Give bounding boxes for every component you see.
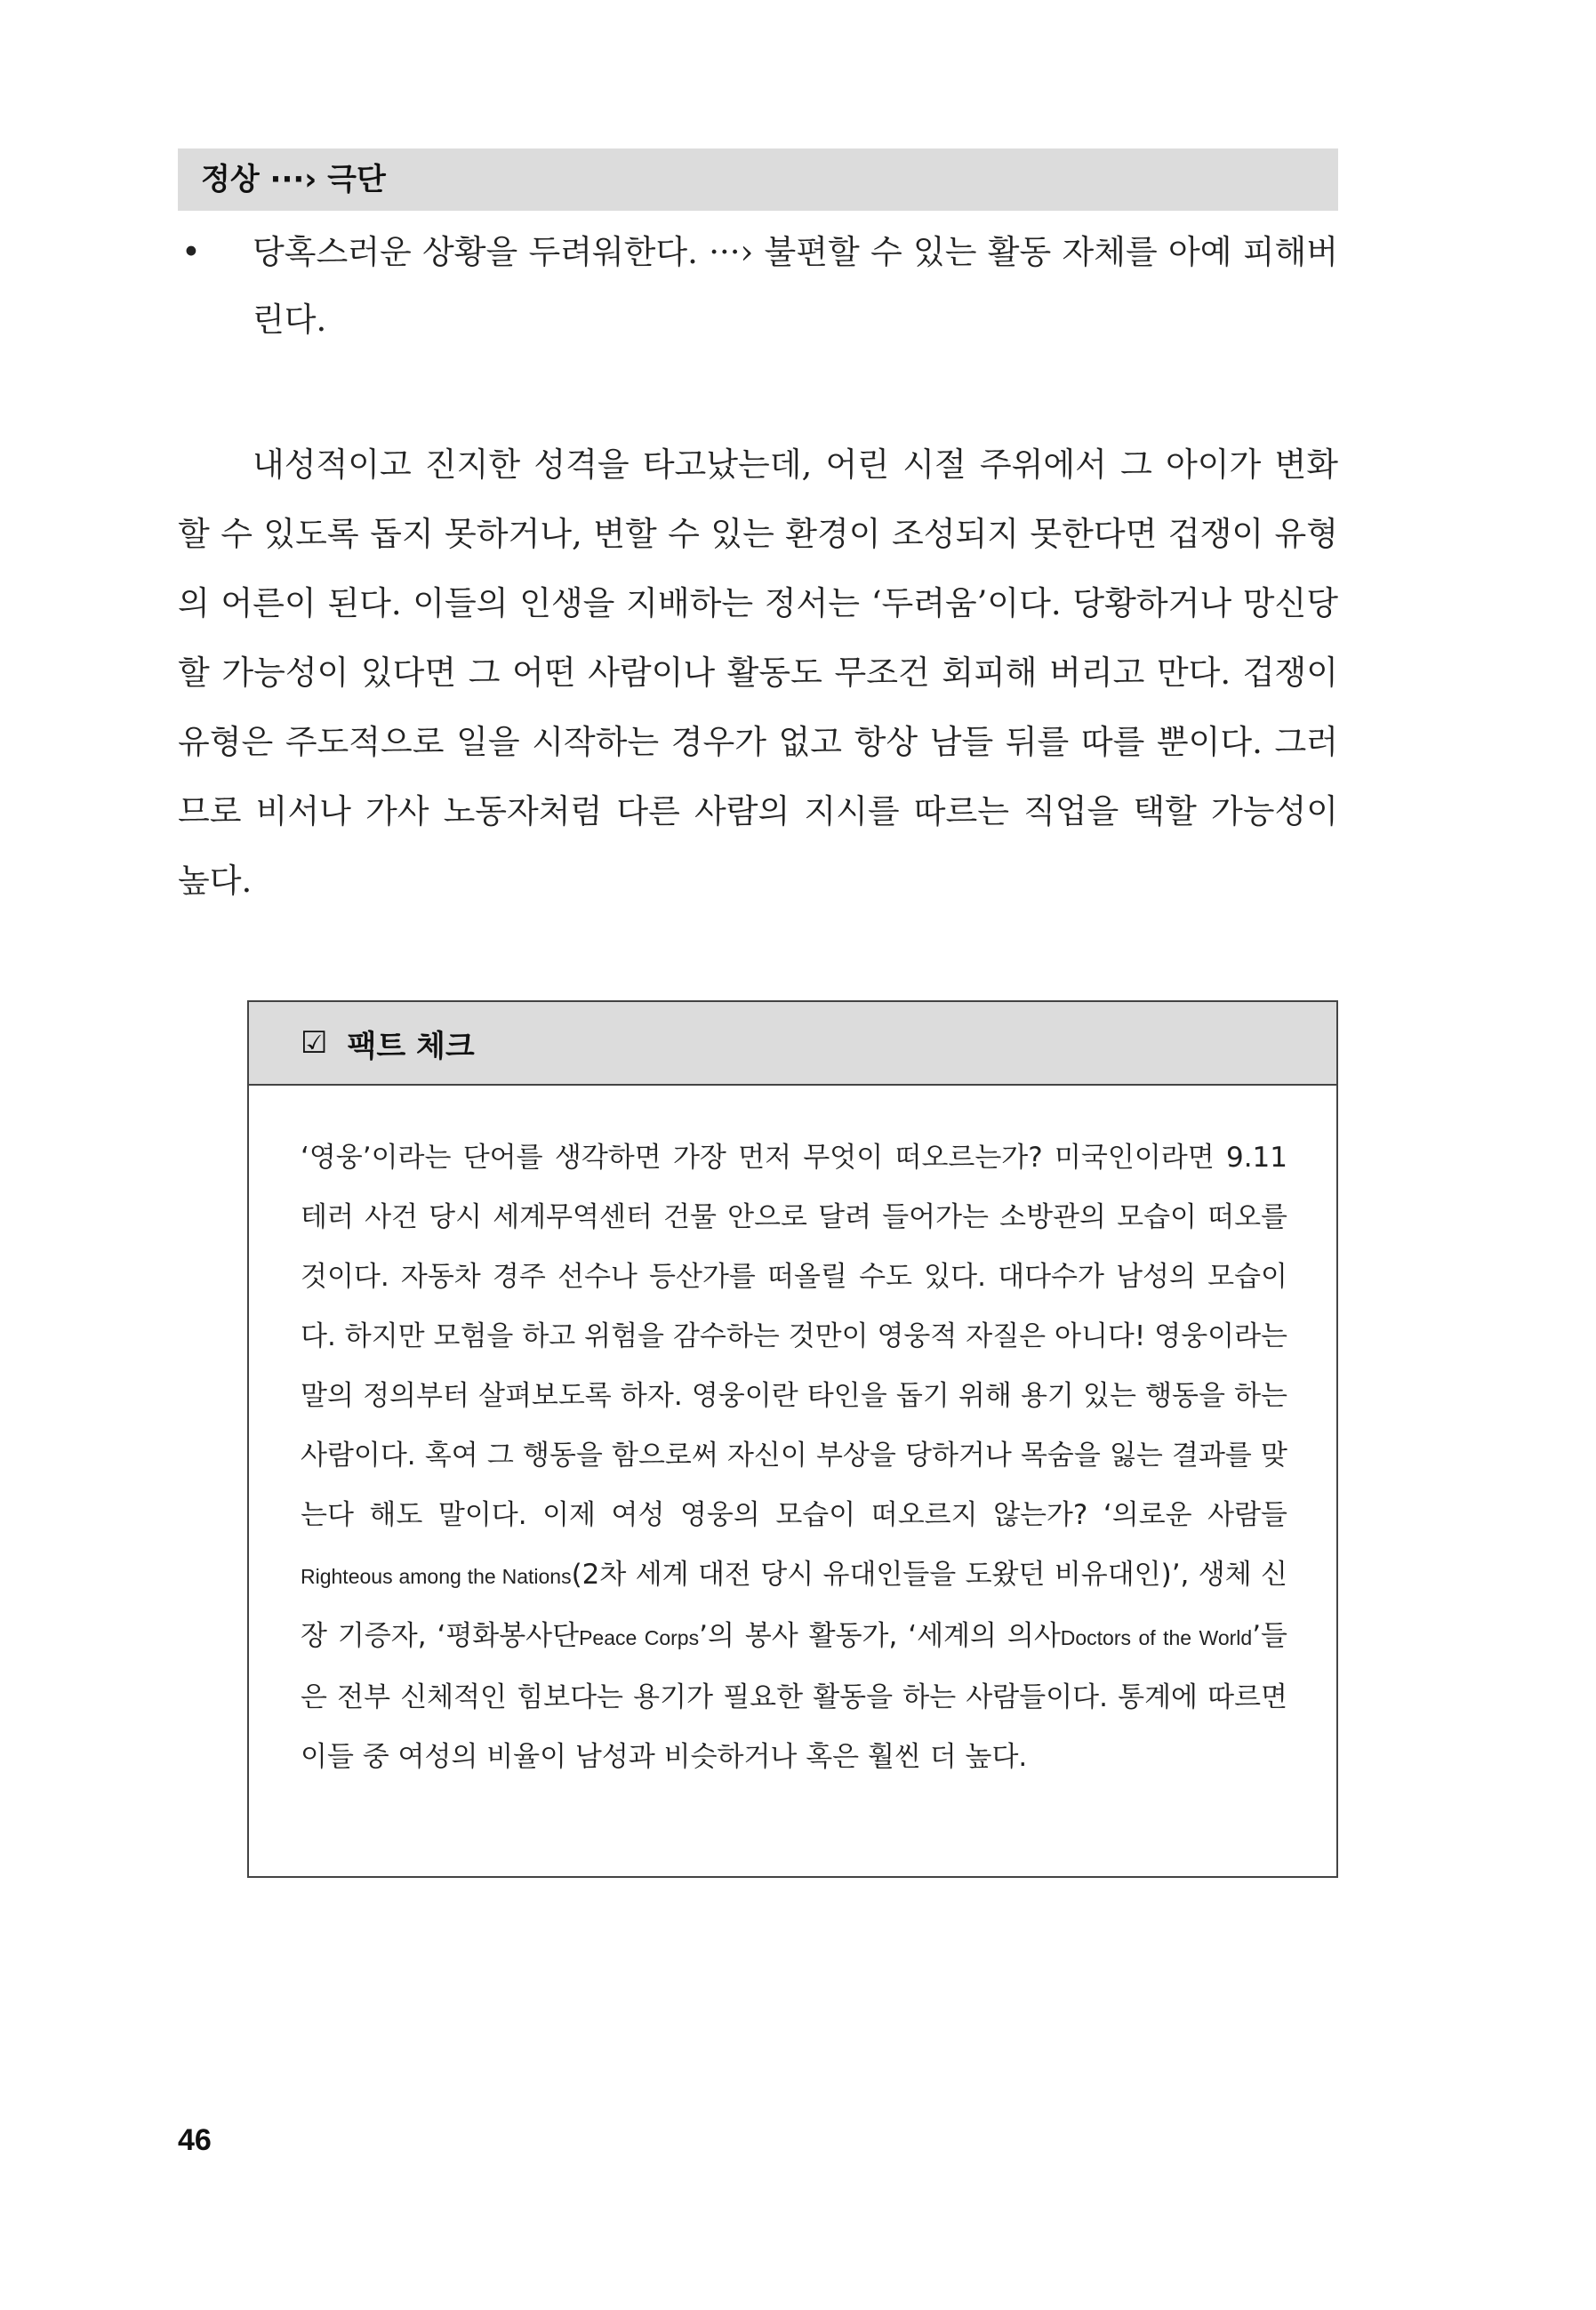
fact-check-box [247,1000,1338,1878]
fact-body-en2: Peace Corps [579,1626,700,1649]
fact-body-part4: ’들은 전부 신체적인 힘보다는 용기가 필요한 활동을 하는 사람들이다. 통계에 따르면 이들 중 여성의 비율이 남성과 비슷하거나 혹은 훨씬 더 높다. [301,1620,1287,1773]
bullet-item [178,219,1338,354]
main-paragraph: 내성적이고 진지한 성격을 타고났는데, 어린 시절 주위에서 그 아이가 변화할 수 있도록 돕지 못하거나, 변할 수 있는 환경이 조성되지 못한다면 겁쟁이 유형의 어른이 된다. 이들의 인생을 지배하는 정서는 ‘두려움’이다. 당황하거나 망신당할 가능성이 있다면 그 어떤 사람이나 활동도 무조건 회피해 버리고 만다. 겁쟁이 유형은 주도적으로 일을 시작하는 경우가 없고 항상 남들 뒤를 따를 뿐이다. 그러므로 비서나 가사 노동자처럼 다른 사람의 지시를 따르는 직업을 택할 가능성이 높다. [178,445,1338,900]
checkbox-icon: ☑ [301,1025,328,1061]
fact-check-header [249,1002,1336,1086]
fact-body-en1: Righteous among the Nations [301,1565,572,1588]
bullet-symbol: • [181,233,201,271]
fact-body-part1: ‘영웅’이라는 단어를 생각하면 가장 먼저 무엇이 떠오르는가? 미국인이라면 9.11 테러 사건 당시 세계무역센터 건물 안으로 달려 들어가는 소방관의 모습이 떠오를 것이다. 자동차 경주 선수나 등산가를 떠올릴 수도 있다. 대다수가 남성의 모습이다. 하지만 모험을 하고 위험을 감수하는 것만이 영웅적 자질은 아니다! 영웅이라는 말의 정의부터 살펴보도록 하자. 영웅이란 타인을 돕기 위해 용기 있는 행동을 하는 사람이다. 혹여 그 행동을 함으로써 자신이 부상을 당하거나 목숨을 잃는 결과를 맞는다 해도 말이다. 이제 여성 영웅의 모습이 떠오르지 않는가? ‘의로운 사람들 [301,1142,1287,1531]
fact-body-part2: (2차 세계 대전 당시 유대인들을 도왔던 비유대인)’, 생체 신장 기증자, ‘평화봉사단 [301,1559,1287,1652]
page-number: 46 [178,2123,212,2157]
section-header [178,148,1338,211]
section-header-text: 정상 ···› 극단 [201,162,386,197]
bullet-text: 당혹스러운 상황을 두려워한다. ···› 불편할 수 있는 활동 자체를 아예 피해버린다. [253,233,1338,339]
fact-check-body [301,1128,1287,1787]
fact-body-en3: Doctors of the World [1060,1626,1253,1649]
fact-check-title: 팩트 체크 [347,1028,475,1064]
fact-body-part3: ’의 봉사 활동가, ‘세계의 의사 [699,1620,1061,1652]
